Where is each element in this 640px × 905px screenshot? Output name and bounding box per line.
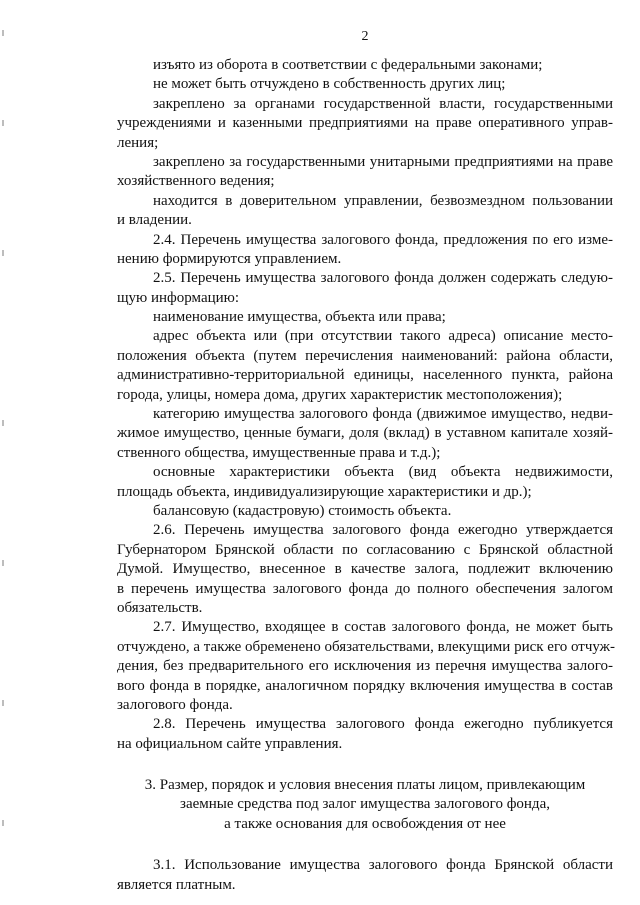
paragraph-line: категорию имущества залогового фонда (движимое имущество, недви- [153,406,613,423]
paragraph-line: не может быть отчуждено в собственность других лиц; [153,76,506,93]
body-text [117,56,616,754]
paragraph-line: жимое имущество, ценные бумаги, доля (вклад) в уставном капитале хозяй- [117,425,613,442]
page-number: 2 [361,29,369,44]
paragraph-line: административно-территориальной единицы, населенного пункта, района [117,367,613,384]
paragraph-line: хозяйственного ведения; [117,173,275,190]
paragraph-line: на официальном сайте управления. [117,735,343,752]
paragraph-line: залогового фонда. [117,696,233,713]
closing-text [117,856,612,895]
paragraph-line: адрес объекта или (при отсутствии такого адреса) описание место- [153,328,613,345]
scan-margin-marks [0,0,6,905]
paragraph-line: площадь объекта, индивидуализирующие характеристики и др.); [117,483,532,500]
paragraph-line: является платным. [117,876,236,893]
paragraph-line: ления; [117,134,159,151]
heading-line: а также основания для освобождения от нее [224,815,506,832]
paragraph-line: дения, без предварительного его исключения из перечня имущества залого- [117,658,613,675]
paragraph-line: и владении. [117,212,192,229]
paragraph-line: закреплено за государственными унитарными предприятиями на праве [153,153,613,170]
paragraph-line: города, улицы, номера дома, других характеристик местоположения); [117,386,563,403]
paragraph-line: Губернатором Брянской области по согласованию с Брянской областной [117,541,613,558]
paragraph-line: положения объекта (путем перечисления наименований: района области, [117,347,613,364]
paragraph-line: находится в доверительном управлении, безвозмездном пользовании [153,192,613,209]
paragraph-line: наименование имущества, объекта или права; [153,309,446,326]
paragraph-line: закреплено за органами государственной власти, государственными [153,95,613,112]
paragraph-line: 2.8. Перечень имущества залогового фонда ежегодно публикуется [153,716,613,733]
paragraph-line: 2.6. Перечень имущества залогового фонда ежегодно утверждается [153,522,613,539]
paragraph-line: Думой. Имущество, внесенное в качестве залога, подлежит включению [117,561,613,578]
section-heading [117,776,612,834]
paragraph-line: отчуждено, а также обременено обязательствами, влекущими риск его отчуж- [117,638,616,655]
heading-line: 3. Размер, порядок и условия внесения платы лицом, привлекающим [144,777,586,794]
paragraph-line: основные характеристики объекта (вид объекта недвижимости, [153,464,613,481]
paragraph-line: 2.7. Имущество, входящее в состав залогового фонда, не может быть [153,619,613,636]
paragraph-line: ственного общества, имущественные права и т.д.); [117,444,441,461]
paragraph-line: изъято из оборота в соответствии с федеральными законами; [153,57,543,73]
paragraph-line: нению формируются управлением. [117,250,342,267]
paragraph-line: в перечень имущества залогового фонда до полного обеспечения залогом [117,580,613,597]
paragraph-line: 2.5. Перечень имущества залогового фонда должен содержать следую- [153,270,613,287]
paragraph-line: 3.1. Использование имущества залогового фонда Брянской области [153,857,613,874]
paragraph-line: учреждениями и казенными предприятиями на праве оперативного управ- [117,115,613,132]
paragraph-line: обязательств. [117,599,203,616]
paragraph-line: 2.4. Перечень имущества залогового фонда, предложения по его изме- [153,231,613,248]
paragraph-line: вого фонда в порядке, аналогичном порядку включения имущества в состав [117,677,613,694]
paragraph-line: балансовую (кадастровую) стоимость объекта. [153,502,452,519]
heading-line: заемные средства под залог имущества залогового фонда, [180,796,550,813]
paragraph-line: щую информацию: [117,289,240,306]
